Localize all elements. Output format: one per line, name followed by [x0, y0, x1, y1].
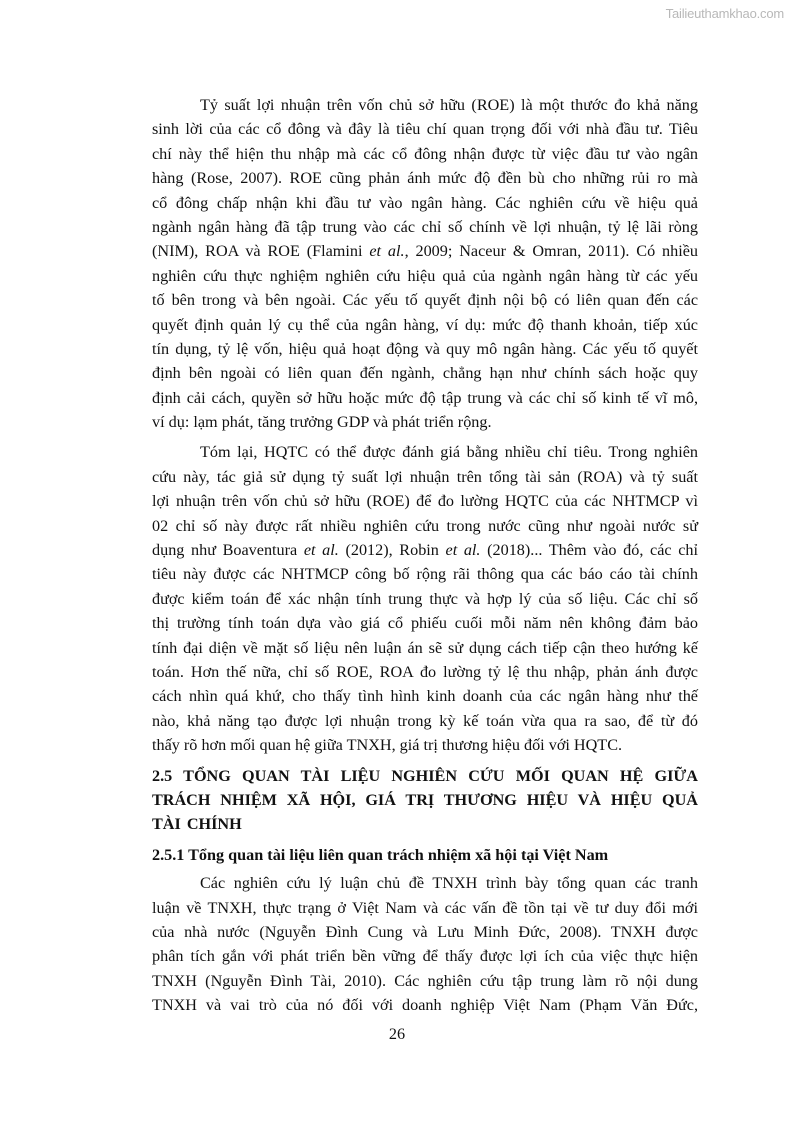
text-line-citation	[152, 239, 698, 263]
text-line: tiêu này được các NHTMCP công bố rộng rãi thông qua các báo cáo tài chính	[152, 565, 698, 584]
text-line: chí này thể hiện thu nhập mà các cổ đông nhận được từ việc đầu tư vào ngân	[152, 144, 698, 163]
text-line: TNXH và vai trò của nó đối với doanh nghiệp Việt Nam (Phạm Văn Đức,	[152, 996, 698, 1015]
text-segment: (2018)... Thêm vào đó, các chỉ	[480, 541, 699, 560]
italic-et-al: et al.	[369, 242, 405, 261]
italic-et-al: et al.	[303, 541, 339, 560]
text-segment: dụng như Boaventura	[152, 541, 304, 560]
text-line: lợi nhuận trên vốn chủ sở hữu (ROE) để đo lường HQTC của các NHTMCP vì	[152, 492, 698, 511]
page-body	[152, 93, 698, 1023]
text-line: hàng (Rose, 2007). ROE cũng phản ánh mức độ đền bù cho những rủi ro mà	[152, 169, 698, 188]
text-line: ví dụ: lạm phát, tăng trưởng GDP và phát triển rộng.	[152, 413, 492, 432]
text-line: sinh lời của các cổ đông và đây là tiêu chí quan trọng đối với nhà đầu tư. Tiêu	[152, 120, 698, 139]
text-line: phân tích gắn với phát triển bền vững để thấy được lợi ích của việc thực hiện	[152, 947, 698, 966]
text-line: được kiểm toán để xác nhận tính trung thực và hợp lý của số liệu. Các chỉ số	[152, 589, 698, 608]
text-segment: (2012), Robin	[338, 541, 446, 560]
text-line: định cải cách, quyền sở hữu hoặc mức độ tập trung và các chỉ số kinh tế vĩ mô,	[152, 388, 698, 407]
text-line: định bên ngoài có liên quan đến ngành, chẳng hạn như chính sách hoặc quy	[152, 364, 698, 383]
watermark: Tailieuthamkhao.com	[665, 6, 784, 21]
paragraph-summary	[152, 440, 698, 757]
subsection-heading: 2.5.1 Tổng quan tài liệu liên quan trách nhiệm xã hội tại Việt Nam	[152, 845, 609, 864]
text-line: Tỷ suất lợi nhuận trên vốn chủ sở hữu (ROE) là một thước đo khả năng	[200, 96, 698, 114]
text-line: tín dụng, tỷ lệ vốn, hiệu quả hoạt động và quy mô ngân hàng. Các yếu tố quyết	[152, 339, 698, 358]
text-line: tố bên trong và bên ngoài. Các yếu tố quyết định nội bộ có liên quan đến các	[152, 291, 698, 310]
heading-line: 2.5 TỔNG QUAN TÀI LIỆU NGHIÊN CỨU MỐI QUAN HỆ GIỮA	[152, 766, 698, 785]
text-line: quyết định quản lý cụ thể của ngân hàng, ví dụ: mức độ thanh khoản, tiếp xúc	[152, 315, 698, 334]
paragraph-roe	[152, 93, 698, 434]
text-segment: , 2009; Naceur & Omran, 2011). Có nhiều	[404, 242, 698, 261]
italic-et-al: et al.	[445, 541, 481, 560]
text-line: TNXH (Nguyễn Đình Tài, 2010). Các nghiên cứu tập trung làm rõ nội dung	[152, 971, 698, 990]
text-line: toán. Hơn thế nữa, chỉ số ROE, ROA đo lường tỷ lệ thu nhập, phản ánh được	[152, 662, 698, 681]
text-line: Tóm lại, HQTC có thể được đánh giá bằng nhiều chỉ tiêu. Trong nghiên	[200, 443, 698, 462]
text-line: nào, khả năng tạo được lợi nhuận trong kỳ kế toán vừa qua ra sao, để từ đó	[152, 711, 698, 730]
text-line: cách nhìn quá khứ, cho thấy tình hình kinh doanh của các ngân hàng như thế	[152, 687, 698, 706]
text-segment: (NIM), ROA và ROE (Flamini	[152, 242, 370, 261]
heading-line: TRÁCH NHIỆM XÃ HỘI, GIÁ TRỊ THƯƠNG HIỆU VÀ HIỆU QUẢ	[152, 790, 698, 809]
text-line: tính đại diện về mặt số liệu nên luận án sẽ sử dụng cách tiếp cận theo hướng kế	[152, 638, 698, 657]
text-line: luận về TNXH, thực trạng ở Việt Nam và các vấn đề tồn tại về tư duy đổi mới	[152, 898, 698, 917]
text-line: của nhà nước (Nguyễn Đình Cung và Lưu Minh Đức, 2008). TNXH được	[152, 922, 698, 941]
page-number: 26	[388, 1025, 406, 1043]
text-line: thấy rõ hơn mối quan hệ giữa TNXH, giá trị thương hiệu đối với HQTC.	[152, 736, 623, 755]
text-line-citation	[152, 538, 698, 562]
paragraph-csr-vietnam	[152, 871, 698, 1017]
text-line: cổ đông chấp nhận khi đầu tư vào ngân hàng. Các nghiên cứu về hiệu quả	[152, 193, 698, 212]
text-line: ngành ngân hàng đã tập trung vào các chỉ số chính về lợi nhuận, tỷ lệ lãi ròng	[152, 217, 698, 236]
heading-line: TÀI CHÍNH	[152, 815, 242, 834]
text-line: Các nghiên cứu lý luận chủ đề TNXH trình bày tổng quan các tranh	[200, 874, 698, 893]
text-line: cứu này, tác giả sử dụng tỷ suất lợi nhuận trên tổng tài sản (ROA) và tỷ suất	[152, 467, 698, 486]
section-heading	[152, 764, 698, 837]
text-line: nghiên cứu thực nghiệm nghiên cứu hiệu quả của ngành ngân hàng từ các yếu	[152, 266, 698, 285]
text-line: 02 chỉ số này được rất nhiều nghiên cứu trong nước cũng như ngoài nước sử	[152, 516, 698, 535]
text-line: thị trường tính toán dựa vào giá cổ phiếu cuối mỗi năm nên không đảm bảo	[152, 614, 698, 633]
